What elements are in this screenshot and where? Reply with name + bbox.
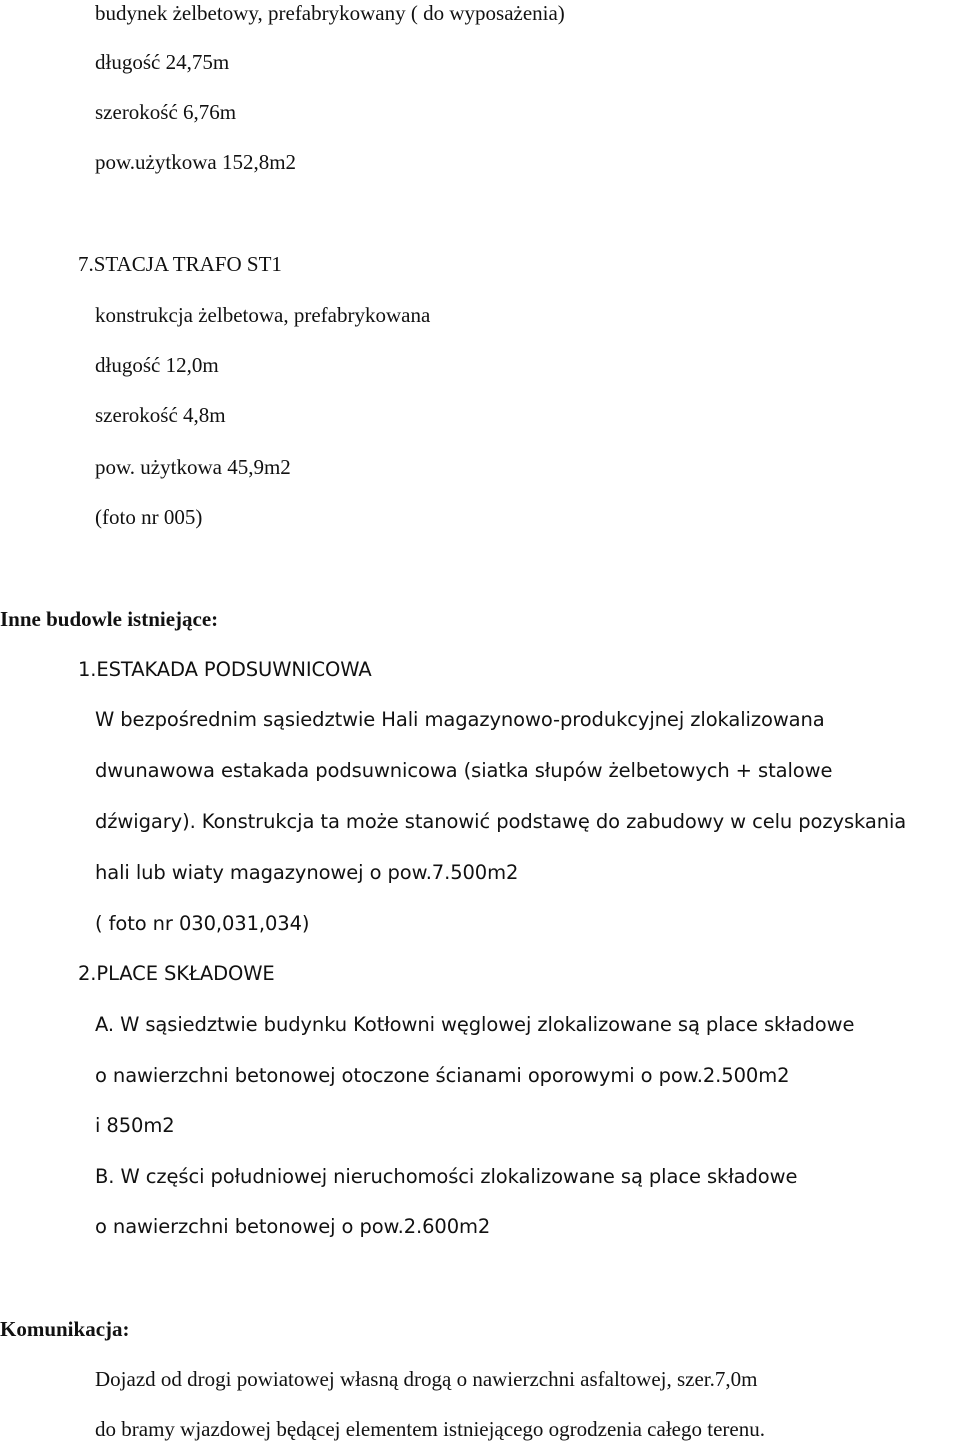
estakada-line-2: dwunawowa estakada podsuwnicowa (siatka słupów żelbetowych + stalowe	[95, 759, 833, 782]
place-heading: 2.PLACE SKŁADOWE	[78, 962, 275, 985]
estakada-line-4: hali lub wiaty magazynowej o pow.7.500m2	[95, 861, 519, 884]
place-line-4: B. W części południowej nieruchomości zlokalizowane są place składowe	[95, 1165, 798, 1188]
trafo-line-4: pow. użytkowa 45,9m2	[95, 455, 291, 479]
building-line-3: szerokość 6,76m	[95, 100, 237, 124]
trafo-line-2: długość 12,0m	[95, 353, 219, 377]
trafo-line-5: (foto nr 005)	[95, 505, 203, 529]
building-line-2: długość 24,75m	[95, 50, 230, 74]
building-line-1: budynek żelbetowy, prefabrykowany ( do wyposażenia)	[95, 1, 565, 25]
place-line-5: o nawierzchni betonowej o pow.2.600m2	[95, 1215, 491, 1238]
communication-line-2: do bramy wjazdowej będącej elementem istniejącego ogrodzenia całego terenu.	[95, 1417, 765, 1441]
place-line-3: i 850m2	[95, 1114, 175, 1137]
building-line-4: pow.użytkowa 152,8m2	[95, 150, 297, 174]
estakada-heading: 1.ESTAKADA PODSUWNICOWA	[78, 658, 372, 681]
communication-line-1: Dojazd od drogi powiatowej własną drogą o nawierzchni asfaltowej, szer.7,0m	[95, 1367, 758, 1391]
estakada-line-3: dźwigary). Konstrukcja ta może stanowić podstawę do zabudowy w celu pozyskania	[95, 810, 907, 833]
communication-heading: Komunikacja:	[0, 1317, 130, 1341]
estakada-line-1: W bezpośrednim sąsiedztwie Hali magazynowo-produkcyjnej zlokalizowana	[95, 708, 825, 731]
trafo-line-3: szerokość 4,8m	[95, 403, 226, 427]
trafo-heading: 7.STACJA TRAFO ST1	[78, 252, 282, 276]
trafo-line-1: konstrukcja żelbetowa, prefabrykowana	[95, 303, 431, 327]
other-structures-heading: Inne budowle istniejące:	[0, 607, 219, 631]
place-line-2: o nawierzchni betonowej otoczone ścianami oporowymi o pow.2.500m2	[95, 1064, 790, 1087]
estakada-line-5: ( foto nr 030,031,034)	[95, 912, 310, 935]
place-line-1: A. W sąsiedztwie budynku Kotłowni węglowej zlokalizowane są place składowe	[95, 1013, 855, 1036]
